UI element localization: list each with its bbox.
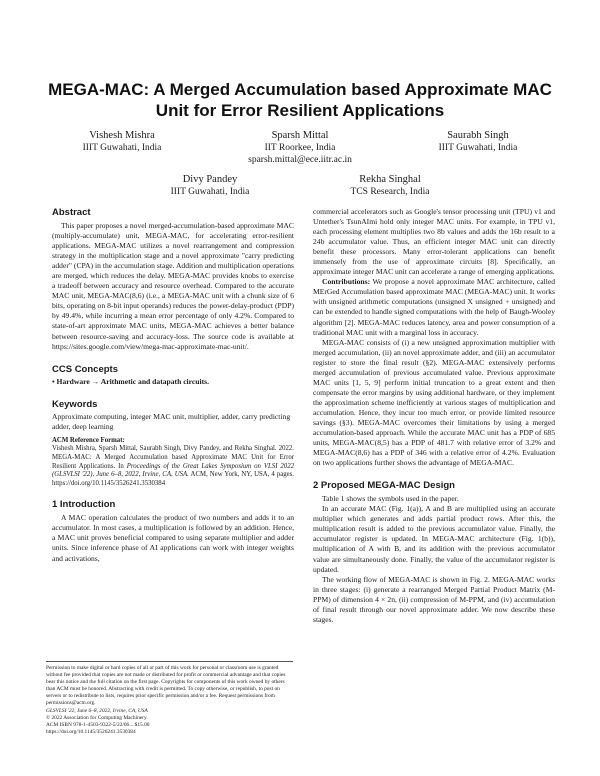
abstract-text: This paper proposes a novel merged-accumulation-based approximate MAC (multiply-accumulate) unit, MEGA-MAC, for accelerating error-resilient applications. MEGA-MAC utilizes a novel rearrangement and compression strategy in the multiplication stage and a novel approximate "carry predicting adder" (CPA) in the accumulation stage. Addition and multiplication operations are merged, which reduces the delay. MEGA-MAC provides knobs to exercise a tradeoff between accuracy and resource overhead. Compared to the accurate MAC unit, MEGA-MAC(8,6) (i.e., a MEGA-MAC unit with a chunk size of 6 bits, operating on 8-bit input operands) reduces the power-delay-product (PDP) by 49.4%, while incurring a mean error percentage of only 4.2%. Compared to state-of-art approximate MAC units, MEGA-MAC achieves a better balance between resource-saving and accuracy-loss. The source code is available at https://sites.google.com/view/mega-mac-approximate-mac-unit/. (52, 221, 294, 351)
ccs-text: • Hardware → Arithmetic and datapath circuits. (52, 376, 209, 386)
right-column (313, 207, 555, 625)
author-name: Divy Pandey (182, 174, 238, 185)
intro-text: A MAC operation calculates the product of two numbers and adds it to an accumulator. In most cases, a multiplication is followed by an addition. Hence, a MAC unit proves beneficial compared to using separate multiplier and adder units. Since inference phase of AI applications can work with integer weights and activations, (52, 513, 294, 563)
acm-reference-doi[interactable]: ACM, New York, NY, USA, 4 pages. https://doi.org/10.1145/3526241.3530384 (52, 471, 295, 487)
author-block-2 (230, 129, 370, 166)
left-column (52, 207, 294, 564)
author-name: Rekha Singhal (359, 174, 421, 185)
footnote-venue: GLSVLSI '22, June 6–8, 2022, Irvine, CA, USA (46, 708, 148, 714)
author-name: Saurabh Singh (447, 130, 509, 141)
author-block-3 (408, 129, 548, 154)
section-2-heading: 2 Proposed MEGA-MAC Design (313, 480, 455, 492)
right-paragraph-1: commercial accelerators such as Google's tensor processing unit (TPU) v1 and Untether's TsunAImi hold only integer MAC units. For example, in TPU v1, each processing element multiplies two 8b values and adds the 16b result to a 24b accumulator value. Thus, an efficient integer MAC unit can directly benefit these processors. Many error-tolerant applications can benefit immensely from the use of approximate circuits [8]. Specifically, an approximate integer MAC unit can accelerate a range of emerging applications. (313, 207, 555, 277)
contributions-paragraph (313, 277, 555, 337)
author-affiliation: IIT Roorkee, India (264, 143, 336, 153)
keywords-heading: Keywords (52, 398, 98, 410)
author-block-5 (320, 173, 460, 198)
author-affiliation: TCS Research, India (350, 187, 430, 197)
footnote-copyright: © 2022 Association for Computing Machinery. (46, 715, 148, 721)
right-paragraph-4: Table 1 shows the symbols used in the paper. (322, 494, 459, 504)
paper-title: MEGA-MAC: A Merged Accumulation based Approximate MAC Unit for Error Resilient Applications (48, 80, 552, 120)
permission-text: Permission to make digital or hard copies of all or part of this work for personal or classroom use is granted without fee provided that copies are not made or distributed for profit or commercial advantage and that copies bear this notice and the full citation on the first page. Copyrights for components of this work owned by others than ACM must be honored. Abstracting with credit is permitted. To copy otherwise, or republish, to post on servers or to redistribute to lists, requires prior specific permission and/or a fee. Request permissions from permissions@acm.org. (46, 665, 286, 706)
footnote-isbn: ACM ISBN 978-1-4503-9322-5/22/06... $15.00 (46, 722, 150, 728)
author-affiliation: IIIT Guwahati, India (170, 187, 250, 197)
author-affiliation: IIIT Guwahati, India (82, 143, 162, 153)
right-paragraph-3: MEGA-MAC consists of (i) a new unsigned approximation multiplier with merged accumulation, (ii) an novel approximate adder, and (iii) an accumulator register to store the final result (§2). MEGA-MAC extensively performs merged accumulation of previous accumulated value. Previous approximate MAC units [1, 5, 9] perform initial truncation to a great extent and then compensate the error margins by using additional hardware, or they implement the approximation scheme inefficiently at various stages of multiplication and accumulation. Hence, they incur too much error, or provide limited resource savings (§3). MEGA-MAC overcomes their limitations by using a merged accumulation-based approach. While the accurate MAC unit has a PDP of 685 units, MEGA-MAC(8,5) has a PDP of 481.7 with relative error of 3.2% and MEGA-MAC(8,6) has a PDP of 346 with a relative error of 4.2%. Evaluation on two applications further shows the advantage of MEGA-MAC. (313, 337, 555, 468)
abstract-heading: Abstract (52, 207, 91, 218)
author-name: Vishesh Mishra (89, 130, 155, 141)
contributions-label: Contributions: (322, 277, 371, 287)
right-paragraph-5: In an accurate MAC (Fig. 1(a)), A and B are multiplied using an accurate multiplier which generates and adds partial product rows. After this, the multiplication result is added to the previous accumulator value. Finally, the accumulator register is updated. In MEGA-MAC architecture (Fig. 1(b)), multiplication of A with B, and its addition with the previous accumulator value are simultaneously done. Finally, the value of the accumulator register is updated. (313, 504, 555, 574)
contributions-text: We propose a novel approximate MAC architecture, called MErGed Accumulation based approximate MAC (MEGA-MAC) unit. It works with unsigned arithmetic computations (unsigned X unsigned + unsigned) and can be extended to handle signed computations with the help of Baugh-Wooley algorithm [2]. MEGA-MAC reduces latency, area and power consumption of a traditional MAC unit with a marginal loss in accuracy. (313, 277, 555, 337)
author-affiliation: IIIT Guwahati, India (438, 143, 518, 153)
permission-footnote (46, 661, 293, 736)
author-block-1 (52, 129, 192, 154)
intro-heading: 1 Introduction (52, 499, 116, 511)
acm-reference-heading: ACM Reference Format: (52, 436, 125, 444)
acm-reference (52, 437, 294, 489)
keywords-text: Approximate computing, integer MAC unit, multiplier, adder, carry predicting adder, deep learning (52, 411, 291, 431)
right-paragraph-6: The working flow of MEGA-MAC is shown in Fig. 2. MEGA-MAC works in three stages: (i) generate a rearranged Merged Partial Product Matrix (M-PPM) of dimension 4 × 2n, (ii) compression of M-PPM, and (iv) accumulation of final result through our novel approximate adder. We now describe these stages. (313, 574, 555, 624)
footnote-doi[interactable]: https://doi.org/10.1145/3526241.3530384 (46, 729, 136, 735)
ccs-heading: CCS Concepts (52, 363, 118, 375)
acm-reference-authors: Vishesh Mishra, Sparsh Mittal, Saurabh Singh, Divy Pandey, and Rekha Singhal. 2022. MEGA-MAC: A Merged Accumulation based Approximate MAC Unit for Error Resilient Applications. In (52, 445, 294, 470)
author-name: Sparsh Mittal (271, 130, 329, 141)
acm-reference-venue: Proceedings of the Great Lakes Symposium on VLSI 2022 (GLSVLSI '22), June 6–8, 2022, Irvine, CA, USA. (52, 462, 294, 479)
author-block-4 (140, 173, 280, 198)
author-email[interactable]: sparsh.mittal@ece.iitr.ac.in (248, 155, 352, 165)
